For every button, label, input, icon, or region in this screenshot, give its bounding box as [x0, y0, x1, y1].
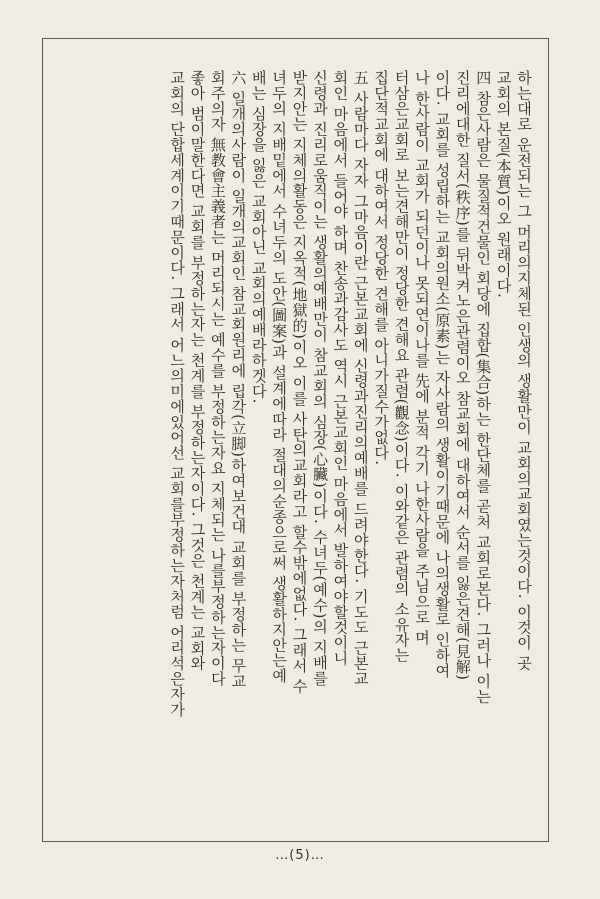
text-line: 교회의 단합세계이기때문이다. 그래서 어느의미에있어선 교회를부정하는자처럼 어리석은자가 [168, 70, 187, 718]
text-line: 이다. 교회를 성립하는 교회의원소(原素)는 자사람의 생활이기때문에 나의생활로 인하여 [433, 70, 452, 679]
page-number: …(5)… [275, 848, 325, 863]
text-line: 하는대로 운전되는 그 머리의지체된 인생의 생활만이 교회의교회였는것이다. 이것이 곳 [515, 70, 533, 671]
text-line: 六 일개의사람이 일개의교회인 참교회원리에 립각(立脚)하여보건대 교회를 부정하는 무교 [229, 70, 248, 689]
text-line: 四 참은사람은 물질적건물인 회당에 집합(集合)하는 한단체를 곧처 교회로본다. 그러나 이는 [474, 70, 493, 704]
text-line: 집단적교회에 대하여서 정당한 견해를 아니가질수가없다. [372, 70, 391, 466]
text-line: 녀두의 지배밑에서 수녀두의 도안(圖案)과 설계에따라 절대의순종으로써 생활하지안는예 [270, 70, 289, 684]
text-line: 회인 마음에서 들어야 하며 찬송과감사도 역시 근본교회인 마음에서 발하여야할것이니 [331, 70, 350, 666]
text-line: 진리에대한 질서(秩序)를 뒤박켜노은관렴이오 참교회에 대하여서 순서를 잃은견해(見解) [453, 70, 472, 681]
text-line: 좋아 범이말한다면 교회를 부정하는자는 천계를 부정하는자이다. 그것은 천계는 교회와 [188, 70, 207, 671]
text-line: 받지안는 지체의활동은 지옥적(地獄的)이오 이를 사탄의교회라고 할수밖에없다. 그래서 수 [290, 70, 309, 694]
text-line: 나 한사람이 교회가 되던이나 못되연이나를 先에 분적 각기 나한사람을 주님으로 며 [412, 70, 431, 646]
text-line: 교회의 본질(本質)이오 원래이다. [494, 70, 513, 299]
vertical-korean-text-block [66, 70, 534, 788]
text-line: 회주의자 無教會主義者는 머리되시는 예수를 부정하는자요 지체되는 나를부정하는자이다 [208, 70, 227, 687]
text-line: 신령과 진리로움직이는 생활의예배만이 참교회의 심장(心臟)이다. 수녀두(예수)의 지배를 [310, 70, 329, 686]
text-line: 배는 심장을 잃은 교회아닌 교회의예배라하겟다. [249, 70, 268, 404]
text-line: 五 사람마다 자자 그마음이란 근본교회에 신령과진리의예배를 드려야한다. 기도도 근본교 [351, 70, 370, 687]
text-line: 터삼은교회로 보는견해만이 정당한 견해요 관렴(觀念)이다. 이와같은 관렴의 소유자는 [392, 70, 411, 663]
